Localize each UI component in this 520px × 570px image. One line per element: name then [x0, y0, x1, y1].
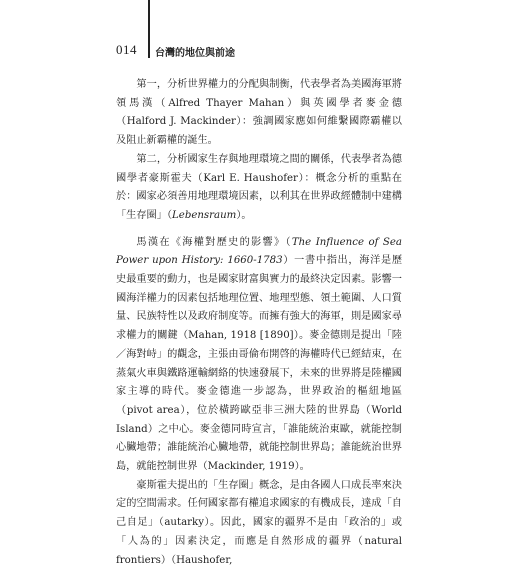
- paragraph-text: ）。: [236, 209, 252, 221]
- paragraph-text: 第一，分析世界權力的分配與制衡，代表學者為美國海軍將領馬漢（Alfred Thayer Mahan）與英國學者麥金德（Halford J. Mackinder）：強調國家應如何維繫國際霸權以及阻止新霸權的誕生。: [116, 79, 402, 147]
- italic-title-text: The Influence of Sea Power upon History: 1660-1783: [116, 236, 402, 267]
- paragraph-p1: [116, 76, 402, 151]
- body-text: [116, 76, 402, 570]
- paragraph-text: 豪斯霍夫提出的「生存圈」概念，是由各國人口成長率來決定的空間需求。任何國家都有權追求國家的有機成長，達成「自己自足」（autarky）。因此，國家的疆界不是由「政治的」或「人為的」因素決定，而應是自然形成的疆界（natural frontiers）（Haushofer,: [116, 479, 402, 566]
- paragraph-p4: [116, 477, 402, 570]
- paragraph-text: 第二，分析國家生存與地理環境之間的關係，代表學者為德國學者豪斯霍夫（Karl E. Haushofer）：概念分析的重點在於：國家必須善用地理環境因素，以利其在世界政經體制中建構「生存圈」（: [116, 153, 402, 221]
- italic-title-text: Lebensraum: [172, 209, 237, 221]
- paragraph-p2: [116, 151, 402, 226]
- header-vertical-rule: [148, 0, 150, 58]
- paragraph-text: 馬漢在《海權對歷史的影響》（: [136, 236, 292, 248]
- page-number: 014: [116, 42, 137, 57]
- running-head: 台灣的地位與前途: [155, 48, 235, 59]
- paragraph-text: ）一書中指出，海洋是歷史最重要的動力，也是國家財富與實力的最終決定因素。影響一國海洋權力的因素包括地理位置、地理型態、領土範圍、人口質量、民族特性以及政府制度等。而擁有強大的海軍，則是國家尋求權力的關鍵（Mahan, 1918 [1890]）。麥金德則是提出「陸／海對峙」的觀念，主張由哥倫布開啓的海權時代已經結束，在蒸氣火車與鐵路運輸網絡的快速發展下，未來的世界將是陸權國家主導的時代。麥金德進一步認為，世界政治的樞紐地區（pivot area），位於橫跨歐亞非三洲大陸的世界島（World Island）之中心。麥金德同時宣言，「誰能統治東歐，就能控制心臟地帶；誰能統治心臟地帶，就能控制世界島；誰能統治世界島，就能控制世界（Mackinder, 1919）。: [116, 255, 403, 473]
- paragraph-p3: [116, 234, 402, 477]
